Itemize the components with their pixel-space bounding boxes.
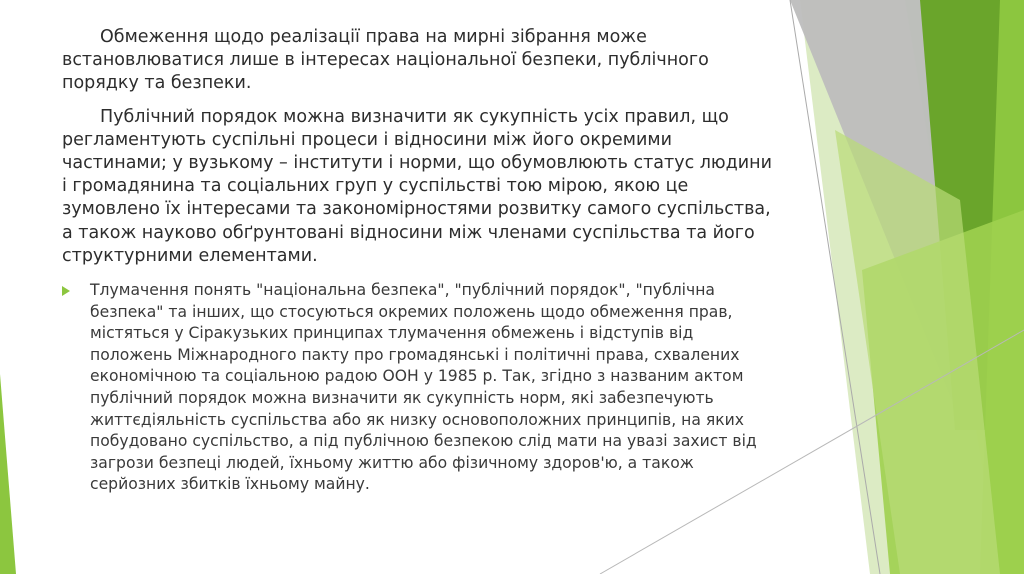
paragraph-restrictions: Обмеження щодо реалізації права на мирні зібрання може встановлюватися лише в інтересах національної безпеки, публічного порядку та безпеки. (62, 27, 709, 94)
paragraph-public-order: Публічний порядок можна визначити як сукупність усіх правил, що регламентують суспільні процеси і відносини між його окремими частинами; у вузькому – інститути і норми, що обумовлюють статус людини і громадянина та соціальних груп у суспільстві тою мірою, якою це зумовлено їх інтересами та закономірностями розвитку самого суспільства, а також науково обґрунтовані відносини між членами суспільства та його структурними елементами. (62, 106, 772, 266)
left-green-wedge (0, 374, 16, 574)
triangle-bullet-icon (62, 286, 70, 296)
bullet-text: Тлумачення понять "національна безпека", "публічний порядок", "публічна безпека" та інших, що стосуються окремих положень щодо обмеження прав, містяться у Сіракузьких принципах тлумачення обмежень і відступів від положень Міжнародного пакту про громадянські і політичні права, схвалених економічною та соціальною радою ООН у 1985 р. Так, згідно з названим актом публічний порядок можна визначити як сукупність норм, які забезпечують життєдіяльність суспільства або як низку основоположних принципів, на яких побудовано суспільство, а під публічною безпекою слід мати на увазі захист від загрози безпеці людей, їхньому життю або фізичному здоров'ю, а також серйозних збитків їхньому майну. (90, 281, 757, 494)
bullet-item (62, 280, 778, 496)
slide-content (62, 26, 782, 496)
